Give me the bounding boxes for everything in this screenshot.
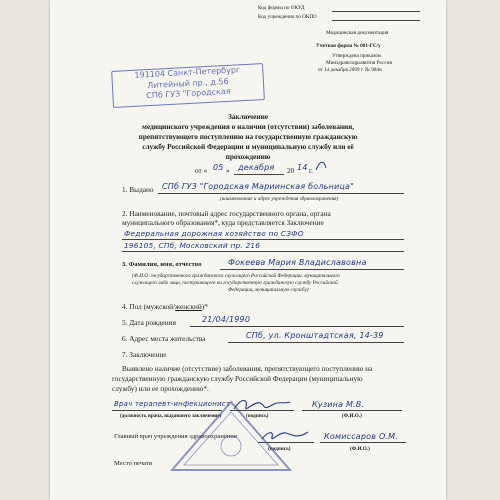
chief-fio-caption: (Ф.И.О.) bbox=[350, 446, 370, 452]
okud-line bbox=[332, 11, 420, 12]
item3-value: Фокеева Мария Владиславовна bbox=[228, 258, 367, 267]
date-mid: » bbox=[226, 166, 230, 175]
item3-caption-1: (Ф.И.О. государственного гражданского служащего Российской Федерации, муниципального bbox=[132, 273, 340, 279]
date-month: декабря bbox=[238, 163, 275, 172]
date-day: 05 bbox=[213, 163, 224, 172]
item6-value: СПб, ул. Кронштадтская, 14-39 bbox=[246, 331, 384, 340]
item2-line-1: 2. Наименование, почтовый адрес государственного органа, органа bbox=[122, 209, 331, 218]
title-line-5: прохождению bbox=[225, 152, 271, 161]
chief-name-line bbox=[320, 442, 406, 443]
stamp-line-3: СПб ГУЗ "Городская bbox=[146, 86, 231, 101]
issued-line bbox=[158, 193, 404, 194]
item6-line bbox=[228, 342, 404, 343]
med-doc-label: Медицинская документация bbox=[326, 30, 389, 36]
triangular-stamp bbox=[168, 398, 294, 474]
approved-line-1: Утверждена приказом bbox=[332, 53, 381, 59]
title-line-2: медицинского учреждения о наличии (отсутствии) заболевания, bbox=[141, 122, 355, 131]
stamp-line-1: 191104 Санкт-Петербург bbox=[134, 65, 241, 80]
date-prefix: от « bbox=[195, 166, 208, 175]
item5-line bbox=[190, 326, 404, 327]
item4-label bbox=[122, 302, 208, 311]
stamp-line-2: Литейный пр., д.56 bbox=[146, 76, 229, 90]
doctor-fio-caption: (Ф.И.О.) bbox=[342, 413, 362, 419]
doctor-position-value: Врач терапевт-инфекционист bbox=[114, 400, 231, 408]
chief-name: Комиссаров О.М. bbox=[324, 432, 399, 441]
item5-label: 5. Дата рождения bbox=[122, 318, 176, 327]
issued-label: 1. Выдано bbox=[122, 185, 154, 194]
date-year: 14 bbox=[297, 163, 308, 172]
seal-place-label: Место печати bbox=[114, 460, 153, 467]
date-suffix: г. bbox=[309, 166, 313, 175]
conclusion-line-1: Выявлено наличие (отсутствие) заболевания, препятствующего поступлению на bbox=[122, 364, 373, 373]
document-page bbox=[50, 0, 446, 500]
item3-caption-3: Федерации, муниципальную службу) bbox=[228, 287, 309, 293]
doctor-caption: (должность врача, выдавшего заключение) bbox=[120, 413, 222, 419]
item3-caption-2: служащего либо лица, поступающего на государственную гражданскую службу Российской bbox=[132, 280, 338, 286]
conclusion-line-2: государственную гражданскую службу Российской Федерации (муниципальную bbox=[112, 374, 363, 383]
chief-sign-caption: (подпись) bbox=[268, 446, 291, 452]
date-year-prefix: 20 bbox=[287, 166, 295, 175]
okpo-label: Код учреждения по ОКПО bbox=[258, 14, 317, 20]
item4-suffix: )* bbox=[201, 302, 208, 311]
item4-label-text: 4. Пол (мужской/ bbox=[122, 302, 176, 311]
chief-label: Главный врач учреждения здравоохранения bbox=[114, 433, 237, 440]
item6-label: 6. Адрес места жительства bbox=[122, 334, 206, 343]
item2-line-a bbox=[122, 239, 404, 240]
item5-value: 21/04/1990 bbox=[202, 315, 251, 324]
conclusion-line-3: службу) или ее прохождению*. bbox=[112, 384, 209, 393]
issued-value: СПб ГУЗ "Городская Мариинская больница" bbox=[162, 182, 355, 191]
issued-caption: (наименование и адрес учреждения здравоохранения) bbox=[220, 196, 339, 202]
doctor-name: Кузина М.В. bbox=[312, 400, 365, 409]
approved-line-2: Минздравсоцразвития России bbox=[326, 60, 393, 66]
doctor-sign-caption: (подпись) bbox=[246, 413, 269, 419]
doctor-name-line bbox=[302, 410, 402, 411]
item2-line-b bbox=[122, 251, 404, 252]
title-line-1: Заключение bbox=[227, 112, 269, 121]
item2-value-1: Федеральная дорожная хозяйство по СЗФО bbox=[124, 229, 304, 238]
title-line-3: препятствующего поступлению на государственную гражданскую bbox=[138, 132, 358, 141]
form-number: Учетная форма № 001-ГС/у bbox=[316, 43, 381, 49]
okpo-line bbox=[332, 20, 420, 21]
okud-label: Код формы по ОКУД bbox=[258, 5, 305, 11]
approved-line-3: от 14 декабря 2009 г. № 984н bbox=[318, 67, 382, 73]
item7-label: 7. Заключение bbox=[122, 350, 167, 359]
item2-line-2: муниципального образования*, куда представляется Заключение bbox=[122, 218, 324, 227]
item2-value-2: 196105, СПб, Московский пр. 216 bbox=[124, 241, 261, 250]
item4-female: женский bbox=[175, 302, 202, 311]
institution-stamp bbox=[111, 63, 265, 108]
title-line-4: службу Российской Федерации и муниципальную службу или её bbox=[142, 142, 354, 151]
item3-label: 3. Фамилия, имя, отчество bbox=[122, 261, 202, 268]
date-ink-mark bbox=[314, 158, 328, 172]
date-month-line bbox=[234, 174, 284, 175]
item3-line bbox=[220, 269, 404, 270]
